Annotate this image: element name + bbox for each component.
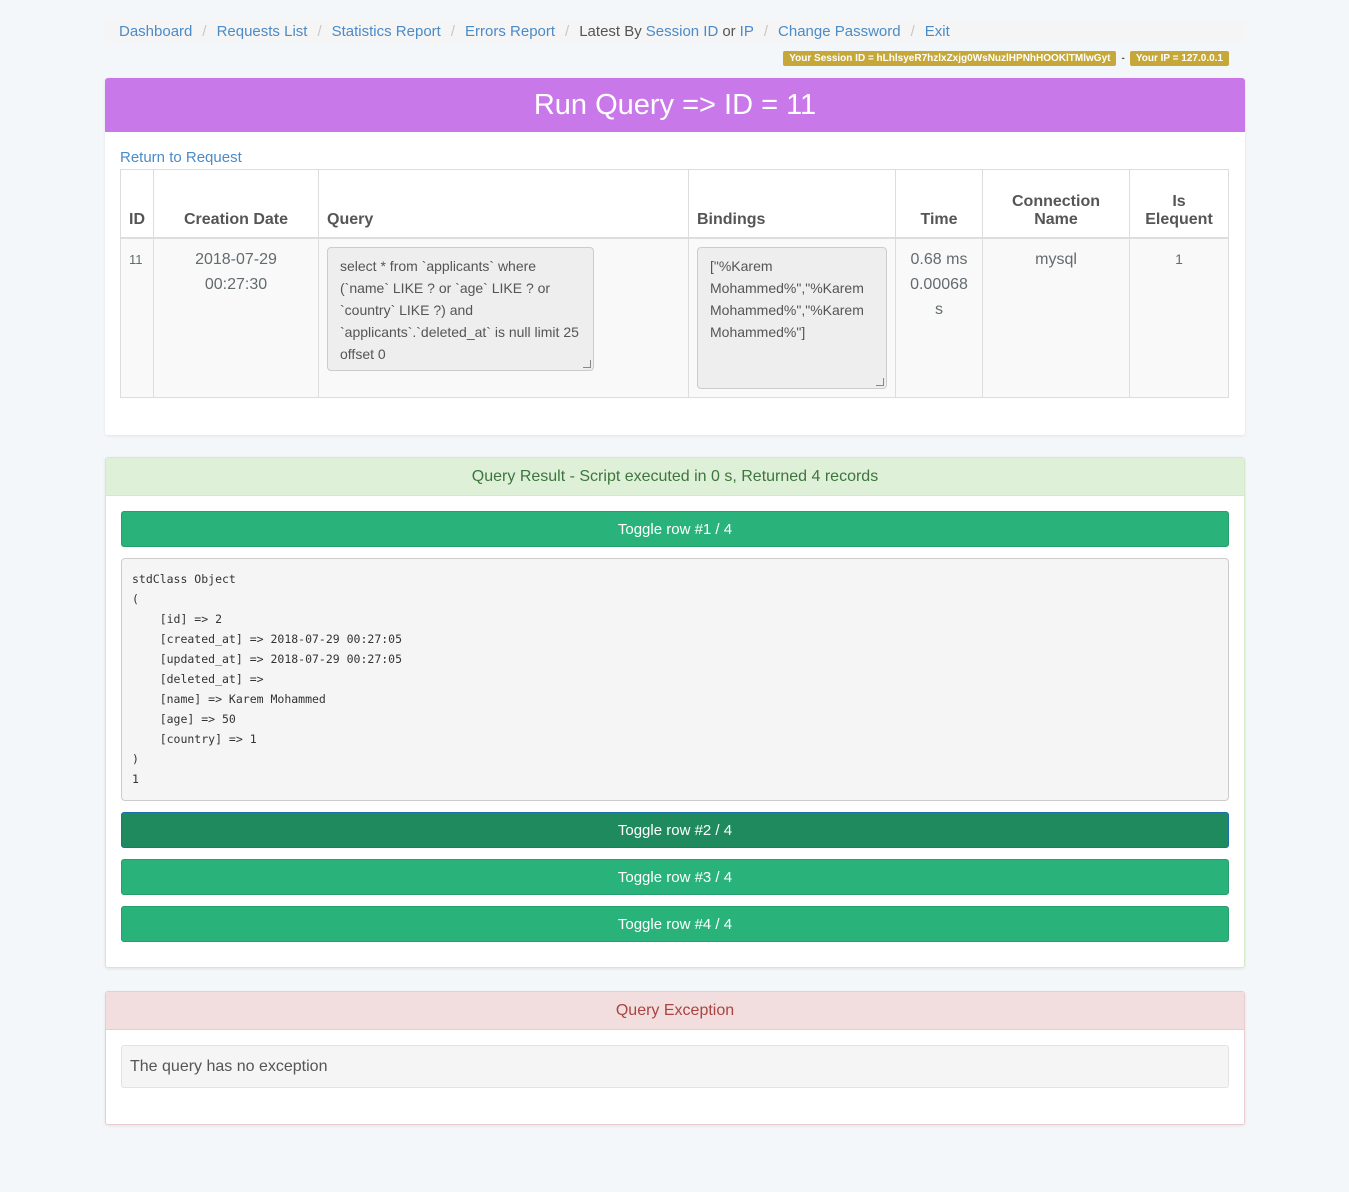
session-id-badge: Your Session ID = hLhlsyeR7hzlxZxjg0WsNuzlHPNhHOOKlTMlwGyt <box>783 51 1116 66</box>
breadcrumb-exit[interactable]: Exit <box>924 22 950 40</box>
session-info <box>783 51 1229 66</box>
bindings-textarea[interactable] <box>697 247 887 389</box>
exception-message: The query has no exception <box>121 1045 1229 1088</box>
column-header-creation-date: Creation Date <box>154 170 319 238</box>
query-result-title: Query Result - Script executed in 0 s, Returned 4 records <box>106 458 1244 496</box>
resize-handle-icon[interactable] <box>876 378 884 386</box>
row-1-output: stdClass Object ( [id] => 2 [created_at] => 2018-07-29 00:27:05 [updated_at] => 2018-07-29 00:27:05 [deleted_at] => [name] => Karem Mohammed [age] => 50 [country] => 1 ) 1 <box>121 558 1229 801</box>
breadcrumb-dashboard[interactable]: Dashboard <box>119 22 193 40</box>
query-text: select * from `applicants` where (`name` LIKE ? or `age` LIKE ? or `country` LIKE ?) and `applicants`.`deleted_at` is null limit 25 offset 0 <box>340 257 579 362</box>
column-header-time: Time <box>896 170 983 238</box>
breadcrumb-change-password[interactable]: Change Password <box>778 22 901 40</box>
toggle-row-4-button[interactable]: Toggle row #4 / 4 <box>121 906 1229 942</box>
column-header-is-eloquent: Is Elequent <box>1130 170 1229 238</box>
cell-time <box>896 238 983 398</box>
breadcrumb-separator: / <box>450 22 456 40</box>
toggle-row-1-button[interactable]: Toggle row #1 / 4 <box>121 511 1229 547</box>
cell-is-eloquent: 1 <box>1130 238 1229 398</box>
breadcrumb-or: or <box>722 22 736 40</box>
column-header-bindings: Bindings <box>689 170 896 238</box>
cell-id: 11 <box>121 238 154 398</box>
breadcrumb-separator: / <box>763 22 769 40</box>
breadcrumb-separator: / <box>910 22 915 40</box>
breadcrumb-separator: / <box>565 22 570 40</box>
breadcrumb-errors-report[interactable]: Errors Report <box>465 22 556 40</box>
column-header-connection-name: Connection Name <box>983 170 1130 238</box>
query-result-panel <box>105 457 1245 968</box>
ip-badge: Your IP = 127.0.0.1 <box>1130 51 1229 66</box>
badge-separator: - <box>1121 53 1125 64</box>
table-row <box>121 238 1229 398</box>
resize-handle-icon[interactable] <box>583 360 591 368</box>
breadcrumb-ip[interactable]: IP <box>739 22 754 40</box>
cell-query <box>319 238 689 398</box>
breadcrumb-separator: / <box>317 22 322 40</box>
run-query-panel <box>105 78 1245 435</box>
toggle-row-3-button[interactable]: Toggle row #3 / 4 <box>121 859 1229 895</box>
table-header-row <box>121 170 1229 238</box>
cell-creation-date: 2018-07-29 00:27:30 <box>154 238 319 398</box>
breadcrumb-separator: / <box>202 22 207 40</box>
time-seconds: 0.00068 s <box>910 275 968 318</box>
breadcrumb-latest-by: Latest By <box>579 22 642 40</box>
query-textarea[interactable] <box>327 247 594 371</box>
run-query-title: Run Query => ID = 11 <box>105 78 1245 132</box>
breadcrumb-statistics-report[interactable]: Statistics Report <box>331 22 441 40</box>
time-ms: 0.68 ms <box>910 250 968 268</box>
breadcrumb-session-id[interactable]: Session ID <box>645 22 719 40</box>
bindings-text: ["%Karem Mohammed%","%Karem Mohammed%","%Karem Mohammed%"] <box>710 257 864 340</box>
toggle-row-2-button[interactable]: Toggle row #2 / 4 <box>121 812 1229 848</box>
cell-bindings <box>689 238 896 398</box>
column-header-query: Query <box>319 170 689 238</box>
query-exception-panel <box>105 991 1245 1125</box>
return-to-request-link[interactable]: Return to Request <box>120 149 242 166</box>
cell-connection-name: mysql <box>983 238 1130 398</box>
breadcrumb-requests-list[interactable]: Requests List <box>216 22 308 40</box>
query-exception-title: Query Exception <box>106 992 1244 1030</box>
column-header-id: ID <box>121 170 154 238</box>
query-table <box>120 169 1229 398</box>
breadcrumb <box>105 20 1245 42</box>
